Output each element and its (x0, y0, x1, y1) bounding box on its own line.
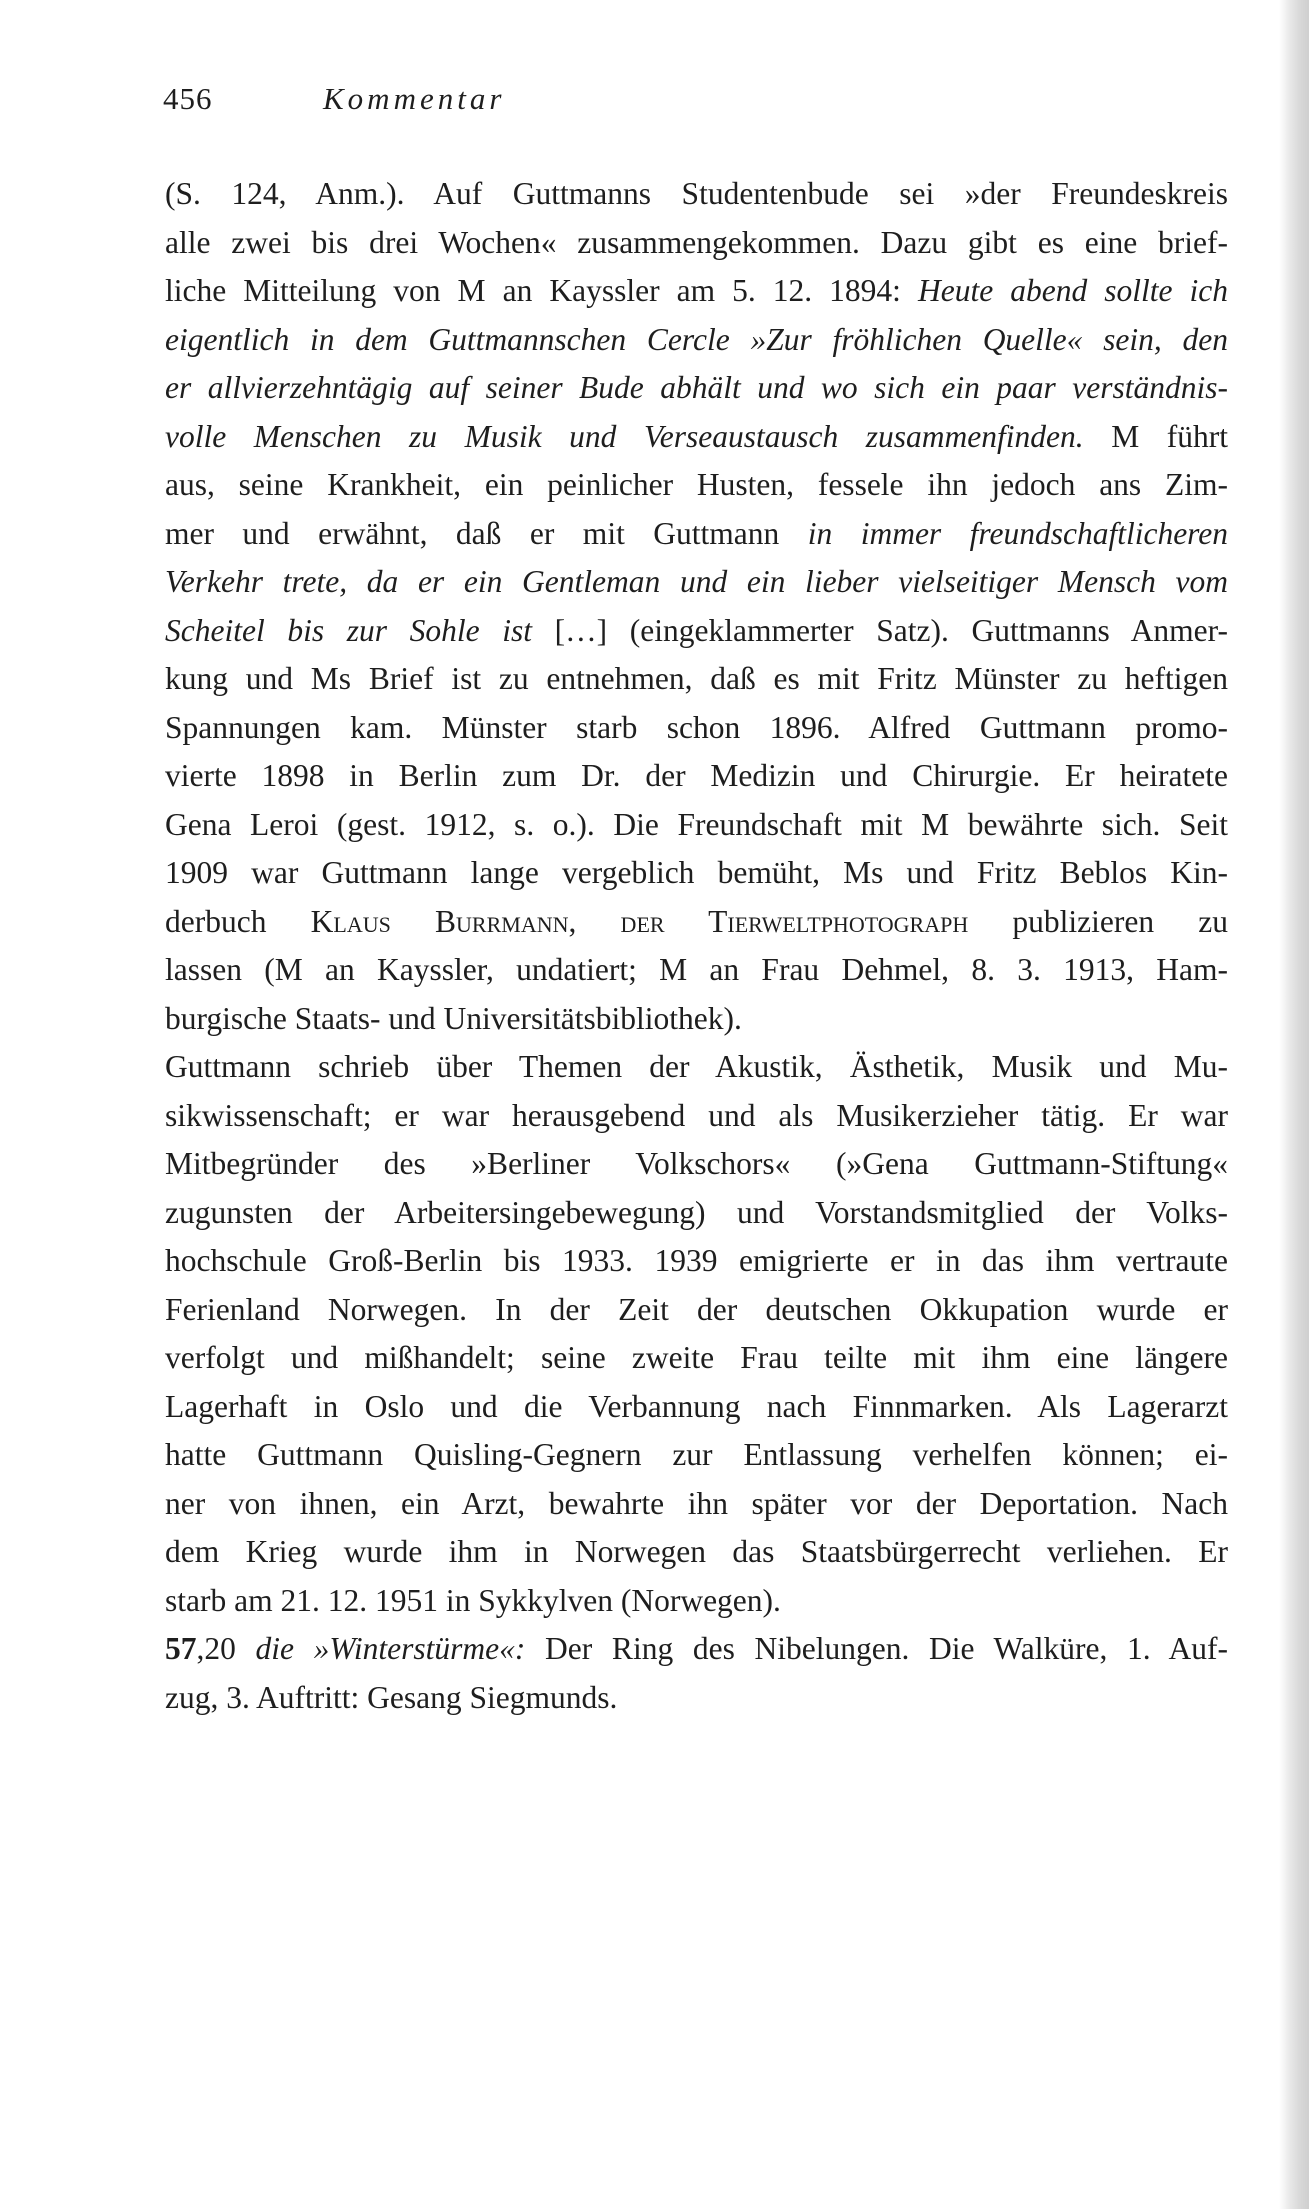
text-segment: liche Mitteilung von M an Kayssler am 5. 12. 1894: (165, 273, 918, 308)
text-line (165, 655, 1228, 704)
text-segment: Der Ring des Nibelungen. Die Walküre, 1. Auf- (525, 1631, 1228, 1666)
small-caps-title: Klaus Burrmann, der Tierweltphotograph (310, 903, 969, 939)
text-segment: lassen (M an Kayssler, undatiert; M an Frau Dehmel, 8. 3. 1913, Ham- (165, 952, 1228, 987)
text-segment: Ferienland Norwegen. In der Zeit der deutschen Okkupation wurde er (165, 1291, 1228, 1327)
text-line (165, 1528, 1228, 1577)
running-head (163, 74, 505, 124)
text-segment: burgische Staats- und Universitätsbibliothek). (165, 1000, 742, 1036)
text-segment: verfolgt und mißhandelt; seine zweite Frau teilte mit ihm eine längere (165, 1340, 1228, 1375)
text-line (165, 946, 1228, 995)
text-line (165, 558, 1228, 607)
text-line (165, 1625, 1228, 1674)
text-line (165, 413, 1228, 462)
text-segment: Gena Leroi (gest. 1912, s. o.). Die Freundschaft mit M bewährte sich. Seit (165, 806, 1228, 842)
text-line (165, 461, 1228, 510)
page-edge-shadow (1279, 0, 1309, 2209)
italic-text: Verkehr trete, da er ein Gentleman und ein lieber vielseitiger Mensch vom (165, 564, 1228, 599)
text-segment: […] (eingeklammerter Satz). Guttmanns Anmer- (532, 612, 1228, 648)
text-segment: zug, 3. Auftritt: Gesang Siegmunds. (165, 1679, 618, 1715)
text-line (165, 316, 1228, 365)
text-line (165, 1334, 1228, 1383)
text-segment: derbuch (165, 903, 311, 939)
italic-text: volle Menschen zu Musik und Verseaustausch zusammenfinden. (165, 418, 1084, 454)
text-line (165, 1092, 1228, 1141)
italic-text: die »Winterstürme«: (255, 1631, 526, 1666)
text-segment: mer und erwähnt, daß er mit Guttmann (165, 515, 808, 551)
text-segment: M führt (1083, 418, 1228, 454)
text-segment: hatte Guttmann Quisling-Gegnern zur Entlassung verhelfen können; ei- (165, 1437, 1228, 1472)
text-segment: Spannungen kam. Münster starb schon 1896. Alfred Guttmann promo- (165, 709, 1228, 745)
text-segment: (S. 124, Anm.). Auf Guttmanns Studentenbude sei »der Freundeskreis (165, 176, 1228, 211)
text-segment: ,20 (196, 1631, 256, 1666)
italic-text: Heute abend sollte ich (917, 273, 1228, 308)
italic-text: er allvierzehntägig auf seiner Bude abhält und wo sich ein paar verständnis- (165, 370, 1228, 405)
text-segment: kung und Ms Brief ist zu entnehmen, daß es mit Fritz Münster zu heftigen (165, 661, 1228, 696)
text-line (165, 849, 1228, 898)
running-title: Kommentar (323, 81, 506, 116)
text-line (165, 1383, 1228, 1432)
text-segment: aus, seine Krankheit, ein peinlicher Husten, fessele ihn jedoch ans Zim- (165, 467, 1228, 502)
text-line (165, 801, 1228, 850)
text-segment: ner von ihnen, ein Arzt, bewahrte ihn später vor der Deportation. Nach (165, 1485, 1228, 1521)
text-line (165, 607, 1228, 656)
commentary-text (165, 170, 1228, 1722)
text-line (165, 1431, 1228, 1480)
text-line (165, 1480, 1228, 1529)
text-segment: vierte 1898 in Berlin zum Dr. der Medizin und Chirurgie. Er heiratete (165, 758, 1228, 793)
text-line (165, 1043, 1228, 1092)
text-line (165, 1674, 1228, 1723)
text-segment: starb am 21. 12. 1951 in Sykkylven (Norwegen). (165, 1582, 781, 1618)
text-line (165, 364, 1228, 413)
text-line (165, 1189, 1228, 1238)
text-line (165, 1237, 1228, 1286)
text-segment: hochschule Groß-Berlin bis 1933. 1939 emigrierte er in das ihm vertraute (165, 1243, 1228, 1278)
text-segment: Mitbegründer des »Berliner Volkschors« (»Gena Guttmann-Stiftung« (165, 1146, 1228, 1181)
text-segment: Lagerhaft in Oslo und die Verbannung nach Finnmarken. Als Lagerarzt (165, 1388, 1228, 1424)
text-line (165, 995, 1228, 1044)
text-line (165, 170, 1228, 219)
text-line (165, 898, 1228, 947)
italic-text: in immer freundschaftlicheren (807, 515, 1228, 551)
italic-text: eigentlich in dem Guttmannschen Cercle »Zur fröhlichen Quelle« sein, den (165, 321, 1228, 357)
text-line (165, 219, 1228, 268)
text-line (165, 1286, 1228, 1335)
text-segment: Guttmann schrieb über Themen der Akustik, Ästhetik, Musik und Mu- (165, 1049, 1228, 1084)
text-segment: 1909 war Guttmann lange vergeblich bemüht, Ms und Fritz Beblos Kin- (165, 855, 1228, 890)
text-line (165, 704, 1228, 753)
text-line (165, 510, 1228, 559)
note-reference: 57 (165, 1631, 197, 1666)
text-line (165, 1577, 1228, 1626)
text-segment: zugunsten der Arbeitersingebewegung) und Vorstandsmitglied der Volks- (165, 1194, 1228, 1230)
text-segment: alle zwei bis drei Wochen« zusammengekommen. Dazu gibt es eine brief- (165, 224, 1228, 260)
text-line (165, 1140, 1228, 1189)
italic-text: Scheitel bis zur Sohle ist (165, 612, 533, 648)
text-segment: dem Krieg wurde ihm in Norwegen das Staatsbürgerrecht verliehen. Er (165, 1534, 1228, 1569)
text-segment: publizieren zu (968, 903, 1228, 939)
page-number: 456 (163, 81, 213, 116)
text-segment: sikwissenschaft; er war herausgebend und als Musikerzieher tätig. Er war (165, 1097, 1228, 1133)
text-line (165, 752, 1228, 801)
text-line (165, 267, 1228, 316)
